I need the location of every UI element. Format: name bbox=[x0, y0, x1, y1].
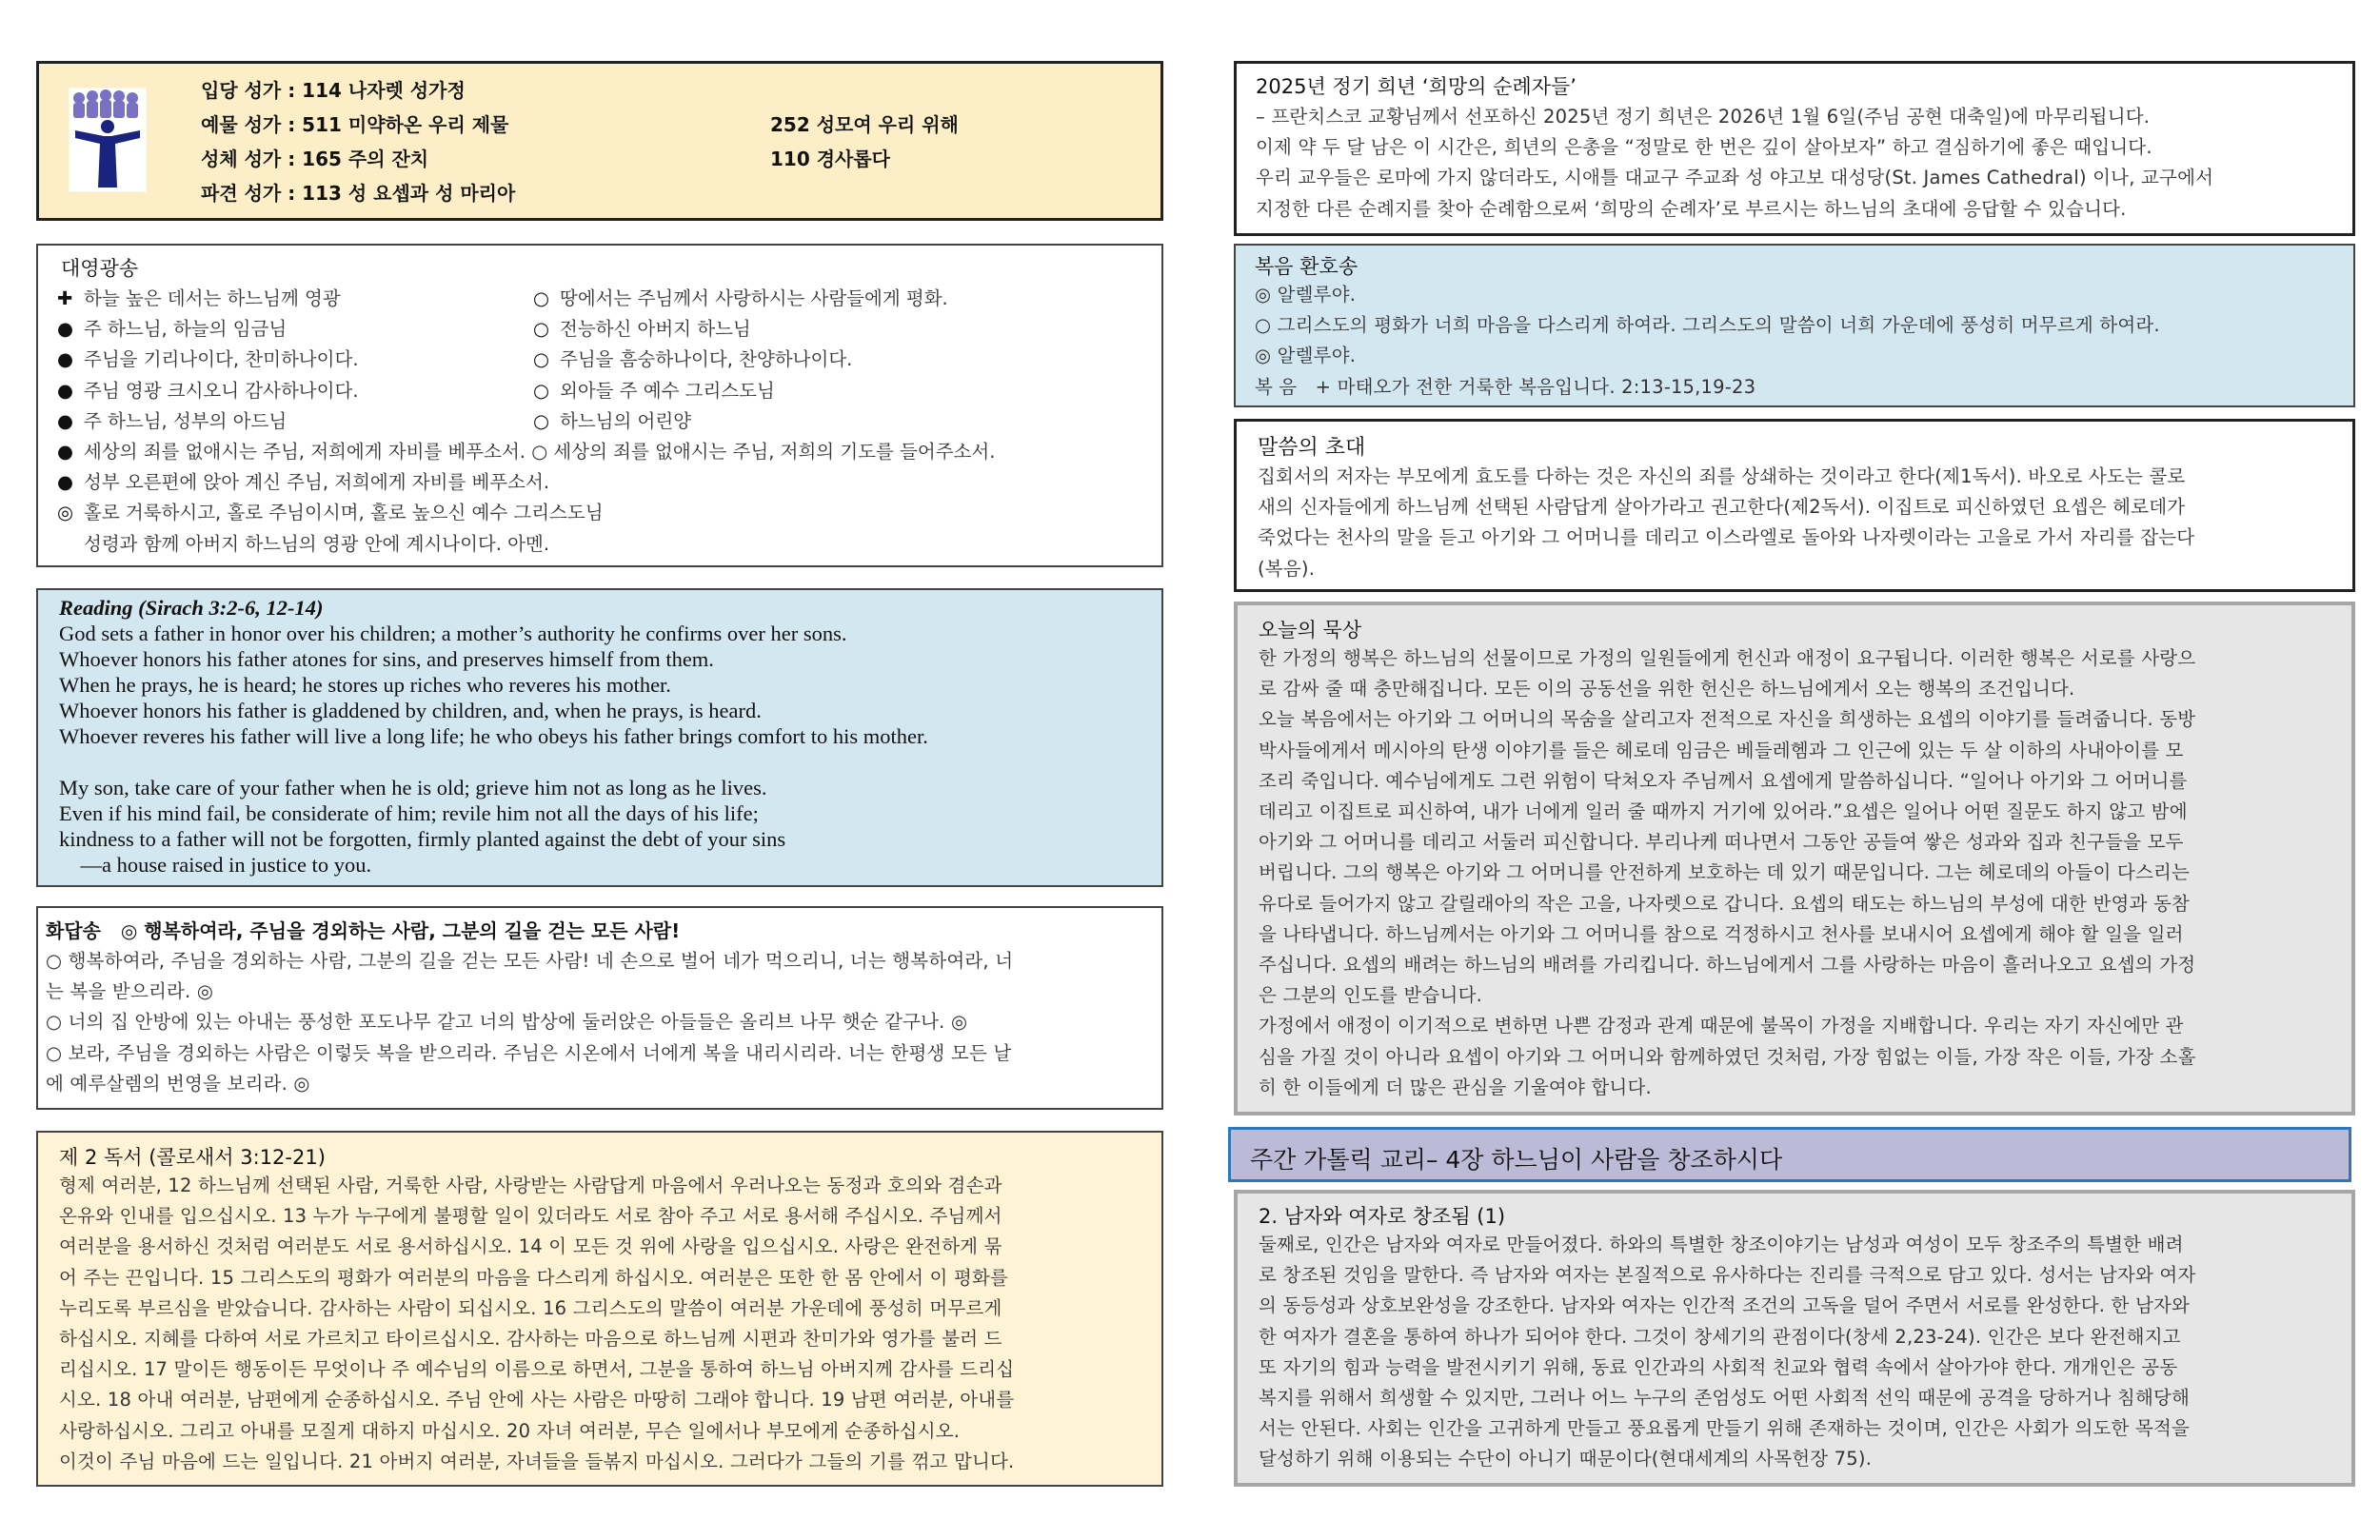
hymn-entrance: 입당 성가 : 114 나자렛 성가정 bbox=[201, 79, 466, 102]
reading-line: kindness to a father will not be forgotten, firmly planted against the debt of your sins bbox=[59, 827, 786, 851]
second-reading-line: 누리도록 부르심을 받았습니다. 감사하는 사람이 되십시오. 16 그리스도의 말씀이 여러분 가운데에 풍성히 머무르게 bbox=[59, 1296, 1002, 1319]
catechism-title: 2. 남자와 여자로 창조됨 (1) bbox=[1259, 1205, 1506, 1228]
catechism-box bbox=[1234, 1190, 2355, 1487]
meditation-line: 은 그분의 인도를 받습니다. bbox=[1259, 984, 1483, 1007]
meditation-line: 가정에서 애정이 이기적으로 변하면 나쁜 감정과 관계 때문에 불목이 가정을 지배합니다. 우리는 자기 자신에만 관 bbox=[1259, 1015, 2184, 1037]
meditation-line: 데리고 이집트로 피신하여, 내가 너에게 일러 줄 때까지 거기에 있어라.”요셉은 일어나 어떤 질문도 하지 않고 밤에 bbox=[1259, 800, 2188, 823]
gloria-rows bbox=[57, 284, 1152, 560]
catechism-line: 또 자기의 힘과 능력을 발전시키기 위해, 동료 인간과의 사회적 친교와 협력 속에서 살아가야 한다. 개개인은 공동 bbox=[1259, 1355, 2178, 1378]
reading-line: Even if his mind fail, be considerate of him; revile him not all the days of his life; bbox=[59, 801, 759, 825]
alleluia-line: ○ 그리스도의 평화가 너희 마음을 다스리게 하여라. 그리스도의 말씀이 너희 가운데에 풍성히 머무르게 하여라. bbox=[1255, 314, 2160, 337]
second-reading-line: 리십시오. 17 말이든 행동이든 무엇이나 주 예수님의 이름으로 하면서, 그분을 통하여 하느님 아버지께 감사를 드리십 bbox=[59, 1358, 1015, 1381]
catechism-header bbox=[1228, 1127, 2351, 1182]
gloria-left-4: 주님 영광 크시오니 감사하나이다. bbox=[84, 379, 359, 402]
meditation-line: 조리 죽입니다. 예수님에게도 그런 위험이 닥쳐오자 주님께서 요셉에게 말씀하십니다. “일어나 아기와 그 어머니를 bbox=[1259, 769, 2188, 792]
open-circle-icon: ○ bbox=[533, 348, 550, 371]
catechism-line: 한 여자가 결혼을 통하여 하나가 되어야 한다. 그것이 창세기의 관점이다(창세 2,23-24). 인간은 보다 완전해지고 bbox=[1259, 1325, 2181, 1348]
second-reading-line: 형제 여러분, 12 하느님께 선택된 사람, 거룩한 사람, 사랑받는 사람답게 마음에서 우러나오는 동정과 호의와 겸손과 bbox=[59, 1175, 1002, 1196]
catechism-line: 로 창조된 것임을 말한다. 즉 남자와 여자는 본질적으로 유사하다는 진리를 극적으로 담고 있다. 성서는 남자와 여자 bbox=[1259, 1264, 2196, 1287]
gloria-left-3: 주님을 기리나이다, 찬미하나이다. bbox=[84, 348, 359, 371]
invitation-line: 새의 신자들에게 하느님께 선택된 사람답게 살아가라고 권고한다(제2독서). 이집트로 피신하였던 요셉은 헤로데가 bbox=[1258, 496, 2186, 519]
meditation-line: 한 가정의 행복은 하느님의 선물이므로 가정의 일원들에게 헌신과 애정이 요구됩니다. 이러한 행복은 서로를 사랑으 bbox=[1259, 647, 2196, 669]
second-reading-line: 하십시오. 지혜를 다하여 서로 가르치고 타이르십시오. 감사하는 마음으로 하느님께 시편과 찬미가와 영가를 불러 드 bbox=[59, 1328, 1002, 1351]
psalm-line: 는 복을 받으리라. ◎ bbox=[46, 980, 214, 1003]
psalm-line: ○ 행복하여라, 주님을 경외하는 사람, 그분의 길을 걷는 모든 사람! 네 손으로 벌어 네가 먹으리니, 너는 행복하여라, 너 bbox=[46, 950, 1014, 972]
reading-line: Whoever honors his father atones for sins, and preserves himself from them. bbox=[59, 647, 714, 671]
psalm-line: 에 예루살렘의 번영을 보리라. ◎ bbox=[46, 1072, 310, 1095]
catechism-line: 의 동등성과 상호보완성을 강조한다. 남자와 여자는 인간적 조건의 고독을 덜어 주면서 서로를 완성한다. 한 남자와 bbox=[1259, 1294, 2191, 1317]
gloria-right-3: 주님을 흠숭하나이다, 찬양하나이다. bbox=[560, 348, 853, 371]
open-circle-icon: ○ bbox=[533, 287, 550, 309]
invitation-line: 집회서의 저자는 부모에게 효도를 다하는 것은 자신의 죄를 상쇄하는 것이라고 한다(제1독서). 바오로 사도는 콜로 bbox=[1258, 465, 2186, 487]
meditation-line: 심을 가질 것이 아니라 요셉이 아기와 그 어머니와 함께하였던 것처럼, 가장 힘없는 이들, 가장 작은 이들, 가장 소홀 bbox=[1259, 1045, 2196, 1068]
open-circle-icon: ○ bbox=[533, 318, 550, 341]
gloria-right-4: 외아들 주 예수 그리스도님 bbox=[560, 379, 775, 402]
filled-circle-icon: ● bbox=[57, 440, 74, 463]
reading-line: Whoever honors his father is gladdened by children, and, when he prays, is heard. bbox=[59, 699, 762, 722]
hymn-communion: 성체 성가 : 165 주의 잔치 bbox=[201, 148, 429, 170]
reading-box bbox=[36, 588, 1163, 887]
meditation-line: 로 감싸 줄 때 충만해집니다. 모든 이의 공동선을 위한 헌신은 하느님에게서 오는 행복의 조건입니다. bbox=[1259, 678, 2075, 701]
meditation-line: 유다로 들어가지 않고 갈릴래아의 작은 고을, 나자렛으로 갑니다. 요셉의 태도는 하느님의 부성에 대한 반영과 동참 bbox=[1259, 892, 2191, 915]
psalm-title: 화답송 ◎ 행복하여라, 주님을 경외하는 사람, 그분의 길을 걷는 모든 사람! bbox=[46, 919, 681, 942]
invitation-title: 말씀의 초대 bbox=[1258, 436, 1366, 460]
catechism-line: 복지를 위해서 희생할 수 있지만, 그러나 어느 누구의 존엄성도 어떤 사회적 선익 때문에 공격을 당하거나 침해당해 bbox=[1259, 1387, 2191, 1410]
jubilee-line: 지정한 다른 순례지를 찾아 순례함으로써 ‘희망의 순례자’로 부르시는 하느님의 초대에 응답할 수 있습니다. bbox=[1256, 197, 2127, 220]
meditation-line: 오늘 복음에서는 아기와 그 어머니의 목숨을 살리고자 전적으로 자신을 희생하는 요셉의 이야기를 들려줍니다. 동방 bbox=[1259, 708, 2196, 731]
gloria-title: 대영광송 bbox=[61, 257, 139, 280]
second-reading-line: 이것이 주님 마음에 드는 일입니다. 21 아버지 여러분, 자녀들을 들볶지 마십시오. 그러다가 그들의 기를 꺾고 맙니다. bbox=[59, 1450, 1015, 1472]
hymn-communion-2: 110 경사롭다 bbox=[770, 148, 890, 170]
reading-line: Whoever reveres his father will live a long life; he who obeys his father brings comfort to his mother. bbox=[59, 724, 928, 748]
jubilee-box bbox=[1234, 61, 2355, 236]
jubilee-line: 이제 약 두 달 남은 이 시간은, 희년의 은총을 “정말로 한 번은 깊이 살아보자” 하고 결심하기에 좋은 때입니다. bbox=[1256, 136, 2152, 159]
open-circle-icon: ○ bbox=[533, 379, 550, 402]
catechism-line: 달성하기 위해 이용되는 수단이 아니기 때문이다(현대세계의 사목헌장 75). bbox=[1259, 1448, 1873, 1471]
gloria-right-2: 전능하신 아버지 하느님 bbox=[560, 318, 751, 341]
catechism-line: 서는 안된다. 사회는 인간을 고귀하게 만들고 풍요롭게 만들기 위해 존재하는 것이며, 인간은 사회가 의도한 목적을 bbox=[1259, 1417, 2191, 1440]
hymn-offertory-2: 252 성모여 우리 위해 bbox=[770, 113, 959, 136]
alleluia-line: 복 음 + 마태오가 전한 거룩한 복음입니다. 2:13-15,19-23 bbox=[1255, 375, 1756, 398]
alleluia-line: ◎ 알렐루야. bbox=[1255, 345, 1357, 367]
gloria-left-2: 주 하느님, 하늘의 임금님 bbox=[84, 318, 288, 341]
jubilee-line: 우리 교우들은 로마에 가지 않더라도, 시애틀 대교구 주교좌 성 야고보 대성당(St. James Cathedral) 이나, 교구에서 bbox=[1256, 167, 2214, 189]
gloria-right-5: 하느님의 어린양 bbox=[560, 409, 692, 432]
cross-icon: ✚ bbox=[57, 287, 73, 309]
second-reading-box bbox=[36, 1131, 1163, 1487]
gloria-line-8: 홀로 거룩하시고, 홀로 주님이시며, 홀로 높으신 예수 그리스도님 bbox=[84, 502, 604, 524]
meditation-line: 주십니다. 요셉의 배려는 하느님의 배려를 가리킵니다. 하느님에게서 그를 사랑하는 마음이 흘러나오고 요셉의 가정 bbox=[1259, 954, 2196, 977]
psalm-box bbox=[36, 906, 1163, 1110]
meditation-line: 박사들에게서 메시아의 탄생 이야기를 들은 헤로데 임금은 베들레헴과 그 인근에 있는 두 살 이하의 사내아이를 모 bbox=[1259, 739, 2184, 761]
meditation-box bbox=[1234, 602, 2355, 1116]
filled-circle-icon: ● bbox=[57, 409, 74, 432]
hymn-offertory: 예물 성가 : 511 미약하온 우리 제물 bbox=[201, 113, 509, 136]
reading-line: God sets a father in honor over his children; a mother’s authority he confirms over her sons. bbox=[59, 622, 847, 645]
gloria-line-7: 성부 오른편에 앉아 계신 주님, 저희에게 자비를 베푸소서. bbox=[84, 471, 550, 494]
psalm-line: ○ 너의 집 안방에 있는 아내는 풍성한 포도나무 같고 너의 밥상에 둘러앉은 아들들은 올리브 나무 햇순 같구나. ◎ bbox=[46, 1011, 968, 1034]
filled-circle-icon: ● bbox=[57, 348, 74, 371]
double-circle-icon: ◎ bbox=[57, 502, 74, 524]
meditation-line: 버립니다. 그의 행복은 아기와 그 어머니를 안전하게 보호하는 데 있기 때문입니다. 그는 헤로데의 아들이 다스리는 bbox=[1259, 861, 2191, 884]
choir-icon bbox=[66, 87, 149, 193]
second-reading-line: 시오. 18 아내 여러분, 남편에게 순종하십시오. 주님 안에 사는 사람은 마땅히 그래야 합니다. 19 남편 여러분, 아내를 bbox=[59, 1389, 1015, 1412]
jubilee-title: 2025년 정기 희년 ‘희망의 순례자들’ bbox=[1256, 75, 1577, 98]
reading-line: —a house raised in justice to you. bbox=[59, 853, 372, 877]
gloria-left-1: 하늘 높은 데서는 하느님께 영광 bbox=[84, 287, 341, 309]
alleluia-title: 복음 환호송 bbox=[1255, 255, 1359, 278]
alleluia-line: ◎ 알렐루야. bbox=[1255, 284, 1357, 306]
gloria-box bbox=[36, 244, 1163, 567]
alleluia-box bbox=[1234, 244, 2355, 407]
meditation-line: 을 나타냅니다. 하느님께서는 아기와 그 어머니를 참으로 걱정하시고 천사를 보내시어 요셉에게 해야 할 일을 일러 bbox=[1259, 922, 2184, 945]
reading-line: My son, take care of your father when he is old; grieve him not as long as he lives. bbox=[59, 776, 767, 800]
hymn-box bbox=[36, 61, 1163, 221]
second-reading-line: 어 주는 끈입니다. 15 그리스도의 평화가 여러분의 마음을 다스리게 하십시오. 여러분은 또한 한 몸 안에서 이 평화를 bbox=[59, 1266, 1009, 1289]
filled-circle-icon: ● bbox=[57, 318, 74, 341]
hymn-dismissal: 파견 성가 : 113 성 요셉과 성 마리아 bbox=[201, 182, 516, 205]
second-reading-title: 제 2 독서 (콜로새서 3:12-21) bbox=[59, 1146, 326, 1169]
invitation-line: (복음). bbox=[1258, 557, 1316, 580]
meditation-line: 히 한 이들에게 더 많은 관심을 기울여야 합니다. bbox=[1259, 1076, 1652, 1098]
gloria-left-5: 주 하느님, 성부의 아드님 bbox=[84, 409, 288, 432]
filled-circle-icon: ● bbox=[57, 379, 74, 402]
second-reading-line: 여러분을 용서하신 것처럼 여러분도 서로 용서하십시오. 14 이 모든 것 위에 사랑을 입으십시오. 사랑은 완전하게 묶 bbox=[59, 1235, 1002, 1258]
gloria-line-6: 세상의 죄를 없애시는 주님, 저희에게 자비를 베푸소서. ○ 세상의 죄를 없애시는 주님, 저희의 기도를 들어주소서. bbox=[84, 440, 996, 463]
meditation-line: 아기와 그 어머니를 데리고 서둘러 피신합니다. 부리나케 떠나면서 그동안 공들여 쌓은 성과와 집과 친구들을 모두 bbox=[1259, 831, 2184, 854]
catechism-header-title: 주간 가톨릭 교리– 4장 하느님이 사람을 창조하시다 bbox=[1250, 1146, 1783, 1174]
psalm-line: ○ 보라, 주님을 경외하는 사람은 이렇듯 복을 받으리라. 주님은 시온에서 너에게 복을 내리시리라. 너는 한평생 모든 날 bbox=[46, 1041, 1012, 1064]
second-reading-line: 온유와 인내를 입으십시오. 13 누가 누구에게 불평할 일이 있더라도 서로 참아 주고 서로 용서해 주십시오. 주님께서 bbox=[59, 1205, 1002, 1228]
open-circle-icon: ○ bbox=[533, 409, 550, 432]
reading-line: When he prays, he is heard; he stores up riches who reveres his mother. bbox=[59, 673, 671, 697]
gloria-right-1: 땅에서는 주님께서 사랑하시는 사람들에게 평화. bbox=[560, 287, 948, 309]
catechism-line: 둘째로, 인간은 남자와 여자로 만들어졌다. 하와의 특별한 창조이야기는 남성과 여성이 모두 창조주의 특별한 배려 bbox=[1259, 1234, 2184, 1255]
invitation-line: 죽었다는 천사의 말을 듣고 아기와 그 어머니를 데리고 이스라엘로 돌아와 나자렛이라는 고을로 가서 자리를 잡는다 bbox=[1258, 526, 2195, 549]
gloria-line-9: 성령과 함께 아버지 하느님의 영광 안에 계시나이다. 아멘. bbox=[84, 532, 550, 555]
filled-circle-icon: ● bbox=[57, 471, 74, 494]
reading-title: Reading (Sirach 3:2-6, 12-14) bbox=[59, 596, 324, 620]
jubilee-line: – 프란치스코 교황님께서 선포하신 2025년 정기 희년은 2026년 1월 6일(주님 공현 대축일)에 마무리됩니다. bbox=[1256, 106, 2151, 128]
meditation-title: 오늘의 묵상 bbox=[1259, 619, 1362, 642]
second-reading-line: 사랑하십시오. 그리고 아내를 모질게 대하지 마십시오. 20 자녀 여러분, 무슨 일에서나 부모에게 순종하십시오. bbox=[59, 1419, 961, 1442]
invitation-box bbox=[1234, 419, 2355, 592]
